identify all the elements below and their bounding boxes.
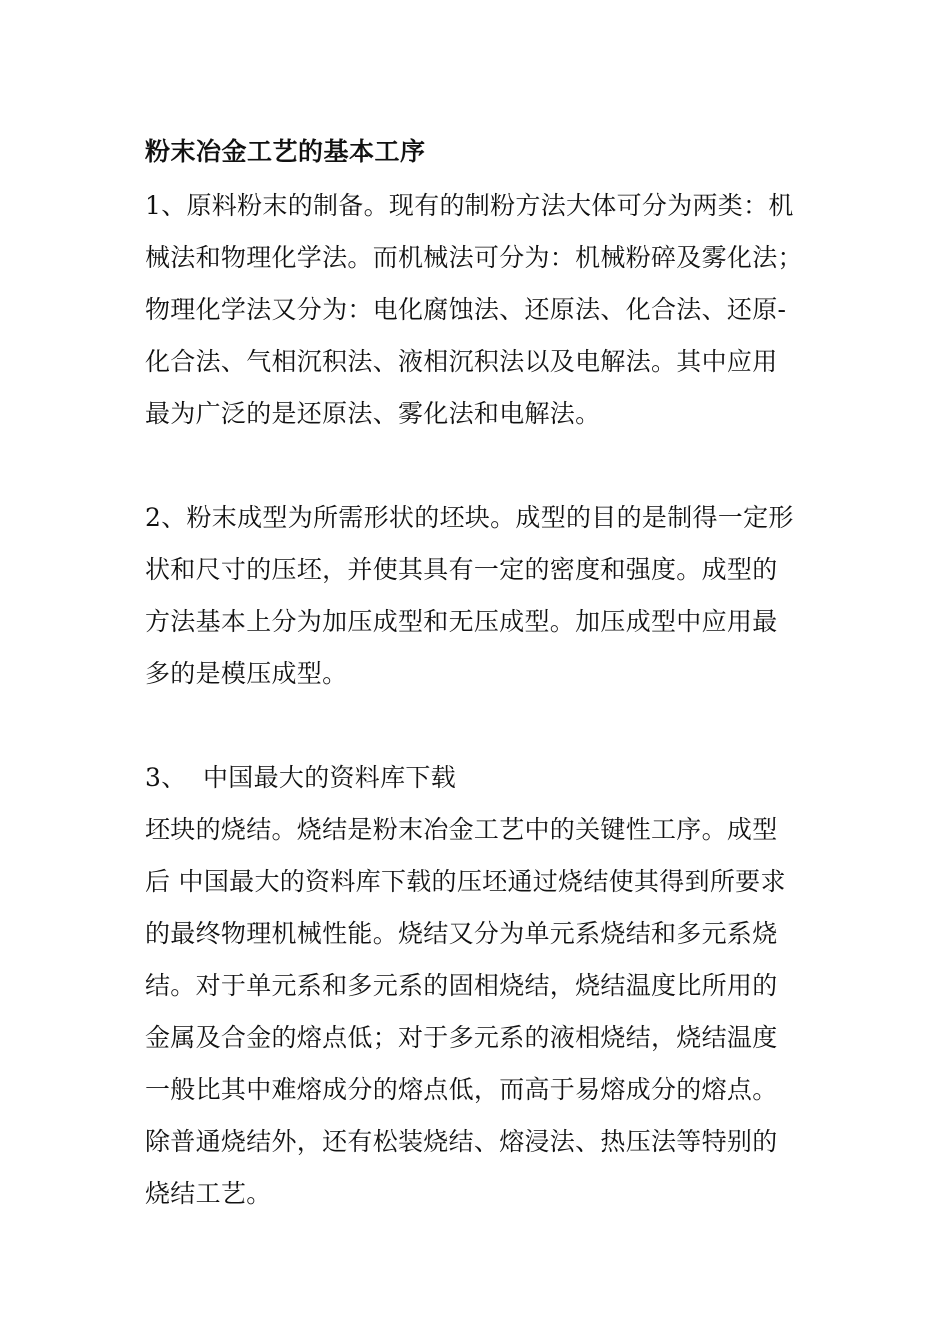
paragraph-line: 一般比其中难熔成分的熔点低，而高于易熔成分的熔点。: [145, 1075, 778, 1104]
paragraph-line: 化合法、气相沉积法、液相沉积法以及电解法。其中应用: [145, 347, 778, 376]
paragraph-1: [145, 180, 805, 440]
paragraph-2: [145, 492, 805, 700]
paragraph-spacer: [145, 700, 805, 752]
paragraph-line: 金属及合金的熔点低；对于多元系的液相烧结，烧结温度: [145, 1023, 778, 1052]
paragraph-line: 3、 中国最大的资料库下载: [145, 763, 457, 792]
paragraph-line: 除普通烧结外，还有松装烧结、熔浸法、热压法等特别的: [145, 1127, 778, 1156]
paragraph-line: 械法和物理化学法。而机械法可分为：机械粉碎及雾化法；: [145, 243, 803, 272]
document-title: 粉末冶金工艺的基本工序: [145, 137, 426, 166]
paragraph-line: 结。对于单元系和多元系的固相烧结，烧结温度比所用的: [145, 971, 778, 1000]
paragraph-line: 物理化学法又分为：电化腐蚀法、还原法、化合法、还原-: [145, 295, 787, 324]
paragraph-line: 烧结工艺。: [145, 1179, 272, 1208]
paragraph-line: 多的是模压成型。: [145, 659, 348, 688]
document-page: [145, 130, 805, 1220]
paragraph-line: 坯块的烧结。烧结是粉末冶金工艺中的关键性工序。成型: [145, 815, 778, 844]
paragraph-line: 1、原料粉末的制备。现有的制粉方法大体可分为两类：机: [145, 191, 794, 220]
paragraph-line: 最为广泛的是还原法、雾化法和电解法。: [145, 399, 601, 428]
paragraph-3: [145, 752, 805, 1220]
paragraph-line: 的最终物理机械性能。烧结又分为单元系烧结和多元系烧: [145, 919, 778, 948]
paragraph-spacer: [145, 440, 805, 492]
paragraph-line: 方法基本上分为加压成型和无压成型。加压成型中应用最: [145, 607, 778, 636]
paragraph-line: 状和尺寸的压坯，并使其具有一定的密度和强度。成型的: [145, 555, 778, 584]
paragraph-line: 2、粉末成型为所需形状的坯块。成型的目的是制得一定形: [145, 503, 794, 532]
paragraph-line: 后 中国最大的资料库下载的压坯通过烧结使其得到所要求: [145, 867, 786, 896]
